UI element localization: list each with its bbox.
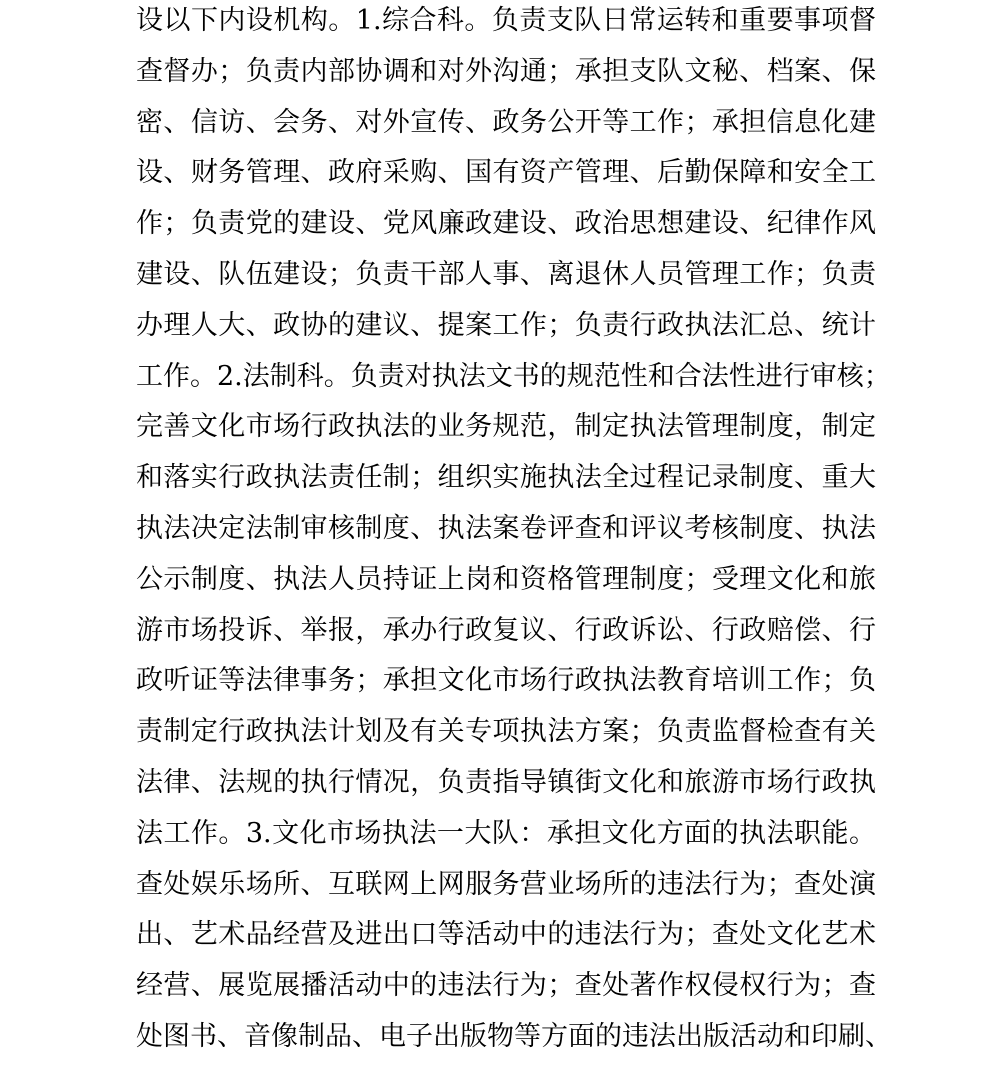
text-line: 设以下内设机构。1.综合科。负责支队日常运转和重要事项督 [136, 5, 876, 36]
text-line: 作；负责党的建设、党风廉政建设、政治思想建设、纪律作风 [136, 208, 876, 240]
text-line: 和落实行政执法责任制；组织实施执法全过程记录制度、重大 [136, 462, 876, 494]
text-line: 处图书、音像制品、电子出版物等方面的违法出版活动和印刷、 [136, 1020, 892, 1052]
text-line: 公示制度、执法人员持证上岗和资格管理制度；受理文化和旅 [136, 563, 876, 595]
body-text [136, 0, 892, 1067]
text-line: 出、艺术品经营及进出口等活动中的违法行为；查处文化艺术 [136, 919, 876, 951]
text-line: 经营、展览展播活动中的违法行为；查处著作权侵权行为；查 [136, 970, 876, 1002]
text-line: 工作。2.法制科。负责对执法文书的规范性和合法性进行审核； [136, 360, 891, 392]
text-line: 设、财务管理、政府采购、国有资产管理、后勤保障和安全工 [136, 157, 876, 189]
text-line: 游市场投诉、举报，承办行政复议、行政诉讼、行政赔偿、行 [136, 614, 876, 646]
text-line: 法工作。3.文化市场执法一大队：承担文化方面的执法职能。 [136, 817, 876, 849]
text-line: 完善文化市场行政执法的业务规范，制定执法管理制度，制定 [136, 411, 876, 443]
text-line: 政听证等法律事务；承担文化市场行政执法教育培训工作；负 [136, 665, 876, 697]
text-line: 密、信访、会务、对外宣传、政务公开等工作；承担信息化建 [136, 106, 876, 138]
text-line: 办理人大、政协的建议、提案工作；负责行政执法汇总、统计 [136, 309, 876, 341]
text-line: 建设、队伍建设；负责干部人事、离退休人员管理工作；负责 [136, 258, 876, 290]
text-line: 查督办；负责内部协调和对外沟通；承担支队文秘、档案、保 [136, 55, 876, 87]
text-line: 执法决定法制审核制度、执法案卷评查和评议考核制度、执法 [136, 512, 876, 544]
text-line: 查处娱乐场所、互联网上网服务营业场所的违法行为；查处演 [136, 868, 876, 900]
text-line: 法律、法规的执行情况，负责指导镇街文化和旅游市场行政执 [136, 766, 876, 798]
text-line: 责制定行政执法计划及有关专项执法方案；负责监督检查有关 [136, 716, 876, 748]
